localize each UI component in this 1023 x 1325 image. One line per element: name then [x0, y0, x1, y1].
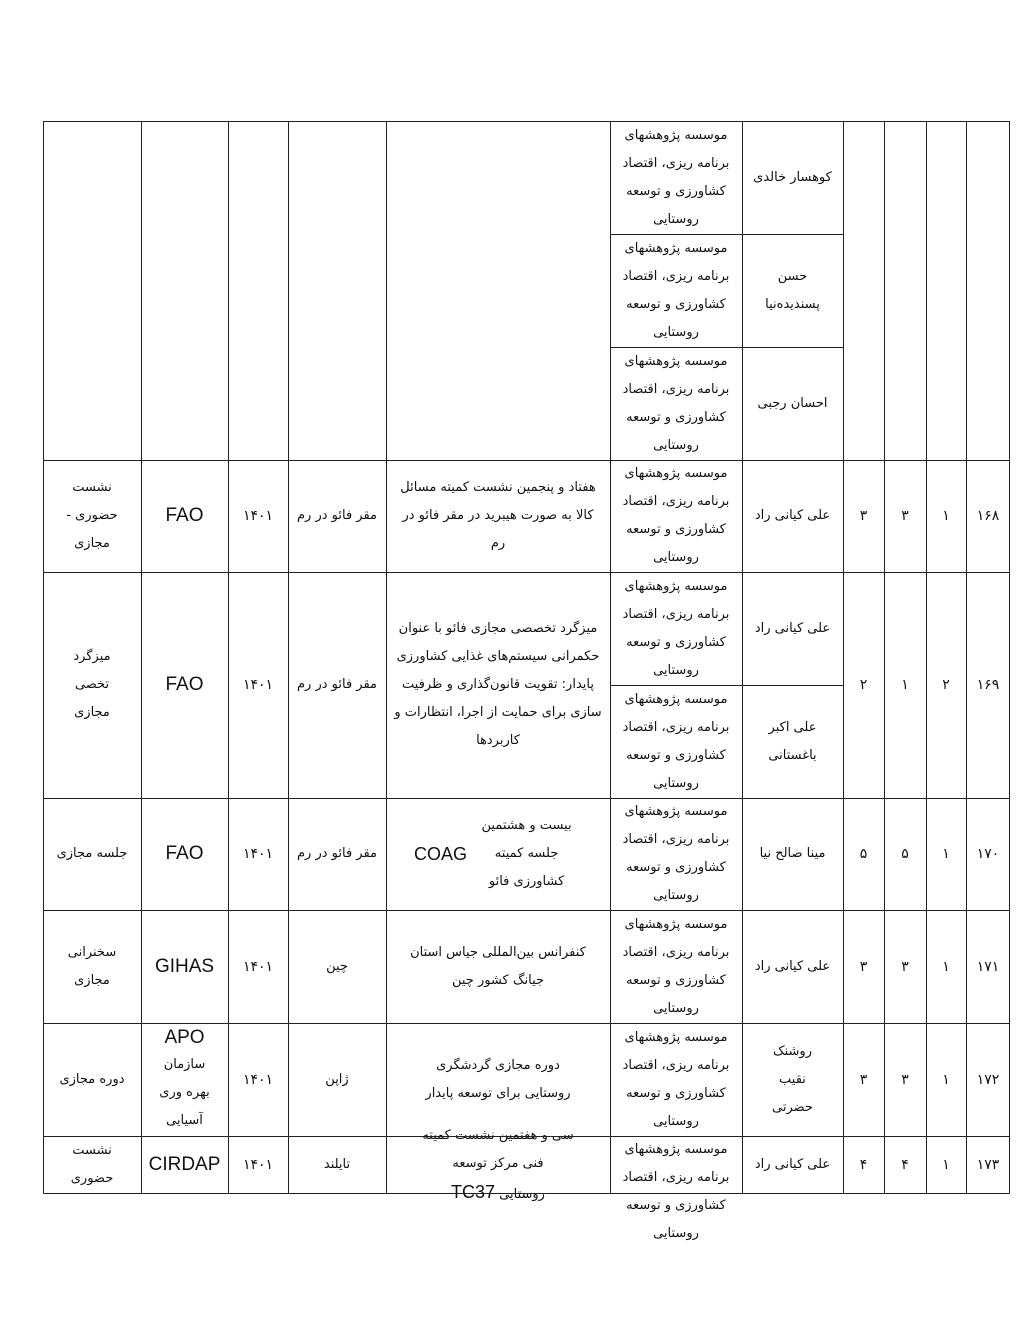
count-b: ۳ — [901, 1071, 909, 1088]
count-a: ۱ — [942, 1071, 950, 1088]
event-type: نشست حضوری - مجازی — [66, 480, 118, 551]
event-location: چین — [326, 958, 348, 974]
row-number: ۱۷۲ — [976, 1071, 1000, 1088]
event-type: میزگرد تخصی مجازی — [73, 649, 111, 720]
event-type: جلسه مجازی — [56, 846, 128, 861]
row-divider — [610, 234, 843, 235]
event-year: ۱۴۰۱ — [242, 958, 274, 975]
event-title: هفتاد و پنجمین نشست کمیته مسائل کالا به صورت هیبرید در مقر فائو در رم — [400, 480, 596, 551]
count-c: ۳ — [859, 958, 868, 975]
row-number: ۱۶۸ — [976, 508, 1000, 524]
column-divider — [843, 121, 844, 1194]
person-name: حسن پسندیده‌نیا — [765, 268, 820, 312]
person-institute: موسسه پژوهشهای برنامه ریزی، اقتصاد کشاورزی و توسعه روستایی — [622, 240, 730, 340]
event-organizer: FAO — [165, 505, 204, 526]
person-institute: موسسه پژوهشهای برنامه ریزی، اقتصاد کشاورزی و توسعه روستایی — [622, 916, 730, 1016]
row-number: ۱۶۹ — [976, 677, 1000, 693]
count-b: ۳ — [901, 958, 909, 975]
event-organizer: CIRDAP — [148, 1154, 221, 1175]
count-c: ۴ — [859, 1157, 868, 1173]
event-type: سخنرانی مجازی — [67, 944, 117, 988]
person-name: علی کیانی راد — [754, 958, 831, 974]
event-type: دوره مجازی — [59, 1071, 125, 1087]
person-institute: موسسه پژوهشهای برنامه ریزی، اقتصاد کشاورزی و توسعه روستایی — [622, 353, 730, 453]
count-a: ۱ — [942, 1157, 950, 1173]
person-institute: موسسه پژوهشهای برنامه ریزی، اقتصاد کشاورزی و توسعه روستایی — [622, 578, 730, 678]
column-divider — [610, 121, 611, 1194]
column-divider — [926, 121, 927, 1194]
row-divider — [43, 1023, 1010, 1024]
person-name: علی کیانی راد — [754, 1157, 831, 1172]
event-location: ژاپن — [325, 1071, 349, 1087]
column-divider — [742, 121, 743, 1194]
column-divider — [288, 121, 289, 1194]
event-title — [386, 1127, 610, 1202]
event-location: تایلند — [323, 1157, 351, 1172]
table-border — [43, 121, 1010, 122]
person-name: کوهسار خالدی — [753, 169, 832, 185]
count-a: ۱ — [942, 508, 950, 524]
event-year: ۱۴۰۱ — [242, 1071, 274, 1088]
count-b: ۳ — [901, 508, 909, 524]
row-divider — [43, 572, 1010, 573]
organizer-acronym: APO — [164, 1026, 205, 1048]
event-title — [386, 798, 610, 910]
event-organizer: FAO — [165, 674, 204, 695]
event-location: مقر فائو در رم — [297, 846, 378, 861]
row-divider — [43, 460, 1010, 461]
table-border — [1009, 121, 1010, 1194]
event-title: دوره مجازی گردشگری روستایی برای توسعه پایدار — [425, 1057, 571, 1101]
row-number: ۱۷۰ — [976, 846, 1000, 862]
person-name: علی کیانی راد — [754, 620, 831, 636]
person-institute: موسسه پژوهشهای برنامه ریزی، اقتصاد کشاورزی و توسعه روستایی — [622, 804, 730, 903]
column-divider — [884, 121, 885, 1194]
count-b: ۴ — [901, 1157, 909, 1173]
person-institute: موسسه پژوهشهای برنامه ریزی، اقتصاد کشاورزی و توسعه روستایی — [622, 1142, 730, 1241]
event-title-code: TC37 — [451, 1181, 496, 1202]
count-c: ۳ — [859, 508, 868, 524]
row-divider — [43, 1136, 1010, 1137]
event-year: ۱۴۰۱ — [242, 677, 274, 693]
column-divider — [228, 121, 229, 1194]
organizer-fullname: سازمان بهره وری آسیایی — [159, 1056, 210, 1128]
count-b: ۱ — [901, 677, 909, 693]
event-title: کنفرانس بین‌المللی جیاس استان جیانگ کشور چین — [410, 944, 586, 988]
event-organizer: GIHAS — [154, 955, 215, 977]
event-organizer — [141, 1023, 228, 1136]
row-divider — [610, 685, 843, 686]
event-location: مقر فائو در رم — [297, 508, 378, 523]
row-number: ۱۷۳ — [976, 1157, 1000, 1173]
person-institute: موسسه پژوهشهای برنامه ریزی، اقتصاد کشاورزی و توسعه روستایی — [622, 127, 730, 227]
row-divider — [43, 910, 1010, 911]
person-institute: موسسه پژوهشهای برنامه ریزی، اقتصاد کشاورزی و توسعه روستایی — [622, 1029, 730, 1129]
person-name: روشنک نقیب حضرتی — [772, 1043, 813, 1115]
event-title-text: بیست و هشتمین جلسه کمیته کشاورزی فائو — [481, 818, 572, 889]
count-a: ۱ — [942, 846, 950, 862]
count-b: ۵ — [901, 846, 909, 862]
row-number: ۱۷۱ — [976, 958, 1000, 975]
row-divider — [610, 347, 843, 348]
count-c: ۳ — [859, 1071, 868, 1088]
event-year: ۱۴۰۱ — [242, 846, 274, 862]
event-location: مقر فائو در رم — [297, 677, 378, 692]
event-title-text: سی و هفتمین نشست کمیته فنی مرکز توسعه روستایی — [422, 1127, 574, 1202]
table-border — [43, 121, 44, 1194]
count-c: ۲ — [859, 677, 868, 693]
count-a: ۲ — [942, 677, 950, 693]
row-divider — [43, 798, 1010, 799]
column-divider — [141, 121, 142, 1194]
event-year: ۱۴۰۱ — [242, 508, 274, 524]
event-organizer: FAO — [165, 843, 204, 864]
event-title: میزگرد تخصصی مجازی فائو با عنوان حکمرانی سیستم‌های غذایی کشاورزی پایدار: تقویت قانون‌گذاری و ظرفیت سازی برای حمایت از اجرا، انتظارات و کاربردها — [394, 621, 602, 748]
person-name: علی کیانی راد — [754, 508, 831, 523]
person-name: علی اکبر باغستانی — [768, 719, 817, 763]
column-divider — [966, 121, 967, 1194]
person-name: احسان رجبی — [757, 395, 828, 411]
column-divider — [386, 121, 387, 1194]
count-a: ۱ — [942, 958, 950, 975]
person-name: مینا صالح نیا — [759, 846, 826, 861]
person-institute: موسسه پژوهشهای برنامه ریزی، اقتصاد کشاورزی و توسعه روستایی — [622, 691, 730, 791]
event-type: نشست حضوری — [70, 1143, 114, 1186]
person-institute: موسسه پژوهشهای برنامه ریزی، اقتصاد کشاورزی و توسعه روستایی — [622, 466, 730, 565]
event-year: ۱۴۰۱ — [242, 1157, 274, 1173]
count-c: ۵ — [859, 846, 868, 862]
event-title-code: COAG — [414, 844, 468, 864]
table-border — [43, 1193, 1010, 1194]
